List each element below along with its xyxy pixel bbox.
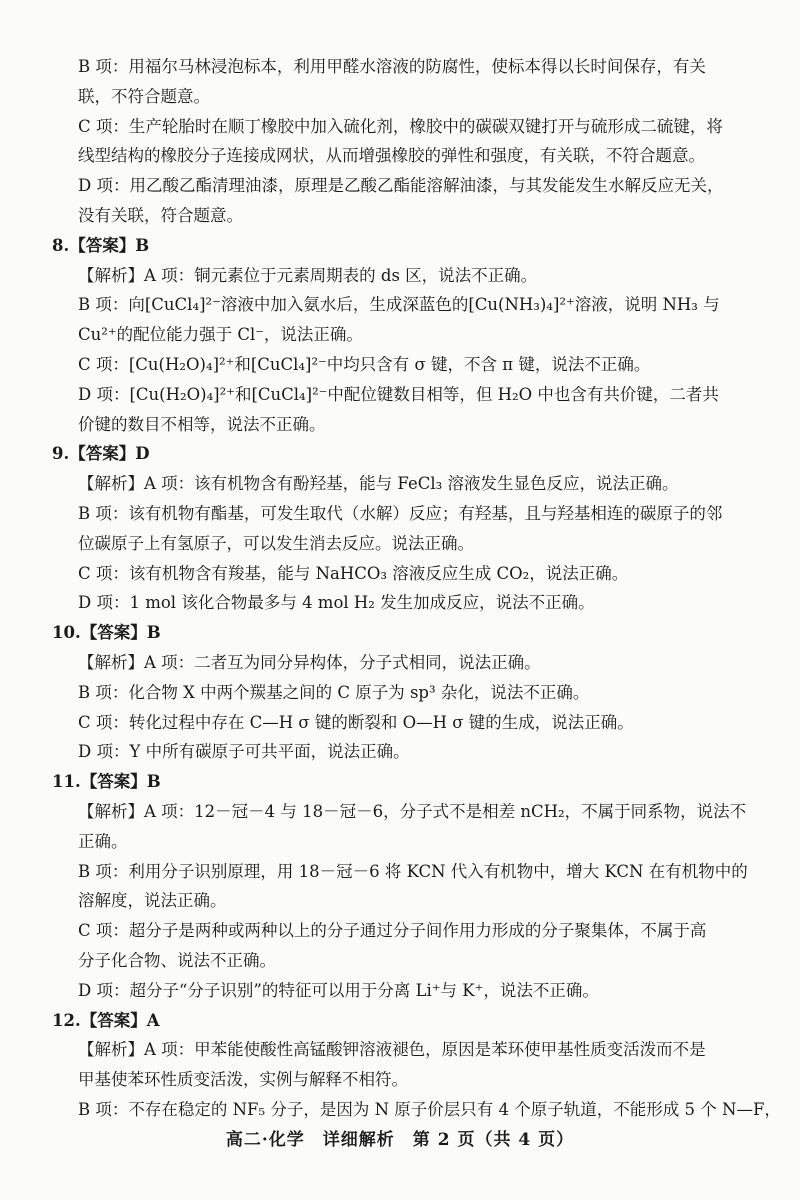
text-line: B 项：利用分子识别原理，用 18－冠－6 将 KCN 代入有机物中，增大 KCN 在有机物中的 [78, 861, 748, 881]
text-line: 溶解度，说法正确。 [78, 891, 227, 911]
text-line: D 项：[Cu(H₂O)₄]²⁺和[CuCl₄]²⁻中配位键数目相等，但 H₂O 中也含有共价键，二者共 [78, 384, 719, 404]
answer-heading: 9.【答案】D [52, 444, 150, 464]
text-line: 分子化合物、说法不正确。 [78, 950, 276, 970]
text-line: C 项：超分子是两种或两种以上的分子通过分子间作用力形成的分子聚集体，不属于高 [78, 921, 707, 941]
text-line: D 项：Y 中所有碳原子可共平面，说法正确。 [78, 742, 410, 762]
text-line: 联，不符合题意。 [78, 86, 210, 106]
text-line: 【解析】A 项：甲苯能使酸性高锰酸钾溶液褪色，原因是苯环使甲基性质变活泼而不是 [78, 1040, 706, 1060]
answer-heading: 10.【答案】B [52, 623, 161, 643]
text-line: 甲基使苯环性质变活泼，实例与解释不相符。 [78, 1070, 408, 1090]
answer-heading: 8.【答案】B [52, 235, 150, 255]
page-footer: 高二·化学 详细解析 第 2 页（共 4 页） [225, 1130, 575, 1150]
answer-heading: 12.【答案】A [52, 1010, 160, 1030]
text-line: 位碳原子上有氢原子，可以发生消去反应。说法正确。 [78, 533, 474, 553]
text-line: 没有关联，符合题意。 [78, 205, 243, 225]
text-line: 价键的数目不相等，说法不正确。 [78, 414, 326, 434]
text-line: C 项：转化过程中存在 C—H σ 键的断裂和 O—H σ 键的生成，说法正确。 [78, 712, 634, 732]
text-line: 【解析】A 项：12－冠－4 与 18－冠－6，分子式不是相差 nCH₂，不属于同系物，说法不 [78, 801, 747, 821]
text-line: 【解析】A 项：二者互为同分异构体，分子式相同，说法正确。 [78, 652, 541, 672]
text-line: Cu²⁺的配位能力强于 Cl⁻，说法正确。 [78, 325, 363, 345]
text-line: 正确。 [78, 831, 128, 851]
text-line: B 项：该有机物有酯基，可发生取代（水解）反应；有羟基，且与羟基相连的碳原子的邻 [78, 503, 723, 523]
text-line: B 项：不存在稳定的 NF₅ 分子，是因为 N 原子价层只有 4 个原子轨道，不能形成 5 个 N—F， [78, 1099, 781, 1119]
text-line: C 项：生产轮胎时在顺丁橡胶中加入硫化剂，橡胶中的碳碳双键打开与硫形成二硫键，将 [78, 116, 723, 136]
text-line: B 项：向[CuCl₄]²⁻溶液中加入氨水后，生成深蓝色的[Cu(NH₃)₄]²⁺溶液，说明 NH₃ 与 [78, 295, 720, 315]
document-body [0, 52, 800, 1125]
text-line: B 项：化合物 X 中两个羰基之间的 C 原子为 sp³ 杂化，说法不正确。 [78, 682, 590, 702]
text-line: 线型结构的橡胶分子连接成网状，从而增强橡胶的弹性和强度，有关联，不符合题意。 [78, 146, 705, 166]
text-line: C 项：[Cu(H₂O)₄]²⁺和[CuCl₄]²⁻中均只含有 σ 键，不含 π 键，说法不正确。 [78, 354, 651, 374]
text-line: 【解析】A 项：铜元素位于元素周期表的 ds 区，说法不正确。 [78, 265, 538, 285]
text-line: D 项：1 mol 该化合物最多与 4 mol H₂ 发生加成反应，说法不正确。 [78, 593, 595, 613]
text-line: B 项：用福尔马林浸泡标本，利用甲醛水溶液的防腐性，使标本得以长时间保存，有关 [78, 57, 706, 76]
text-line: D 项：用乙酸乙酯清理油漆，原理是乙酸乙酯能溶解油漆，与其发能发生水解反应无关， [78, 176, 724, 196]
answer-heading: 11.【答案】B [52, 772, 161, 792]
text-line: C 项：该有机物含有羧基，能与 NaHCO₃ 溶液反应生成 CO₂，说法正确。 [78, 563, 629, 583]
text-line: D 项：超分子“分子识别”的特征可以用于分离 Li⁺与 K⁺，说法不正确。 [78, 980, 599, 1000]
text-line: 【解析】A 项：该有机物含有酚羟基，能与 FeCl₃ 溶液发生显色反应，说法正确。 [78, 474, 679, 494]
